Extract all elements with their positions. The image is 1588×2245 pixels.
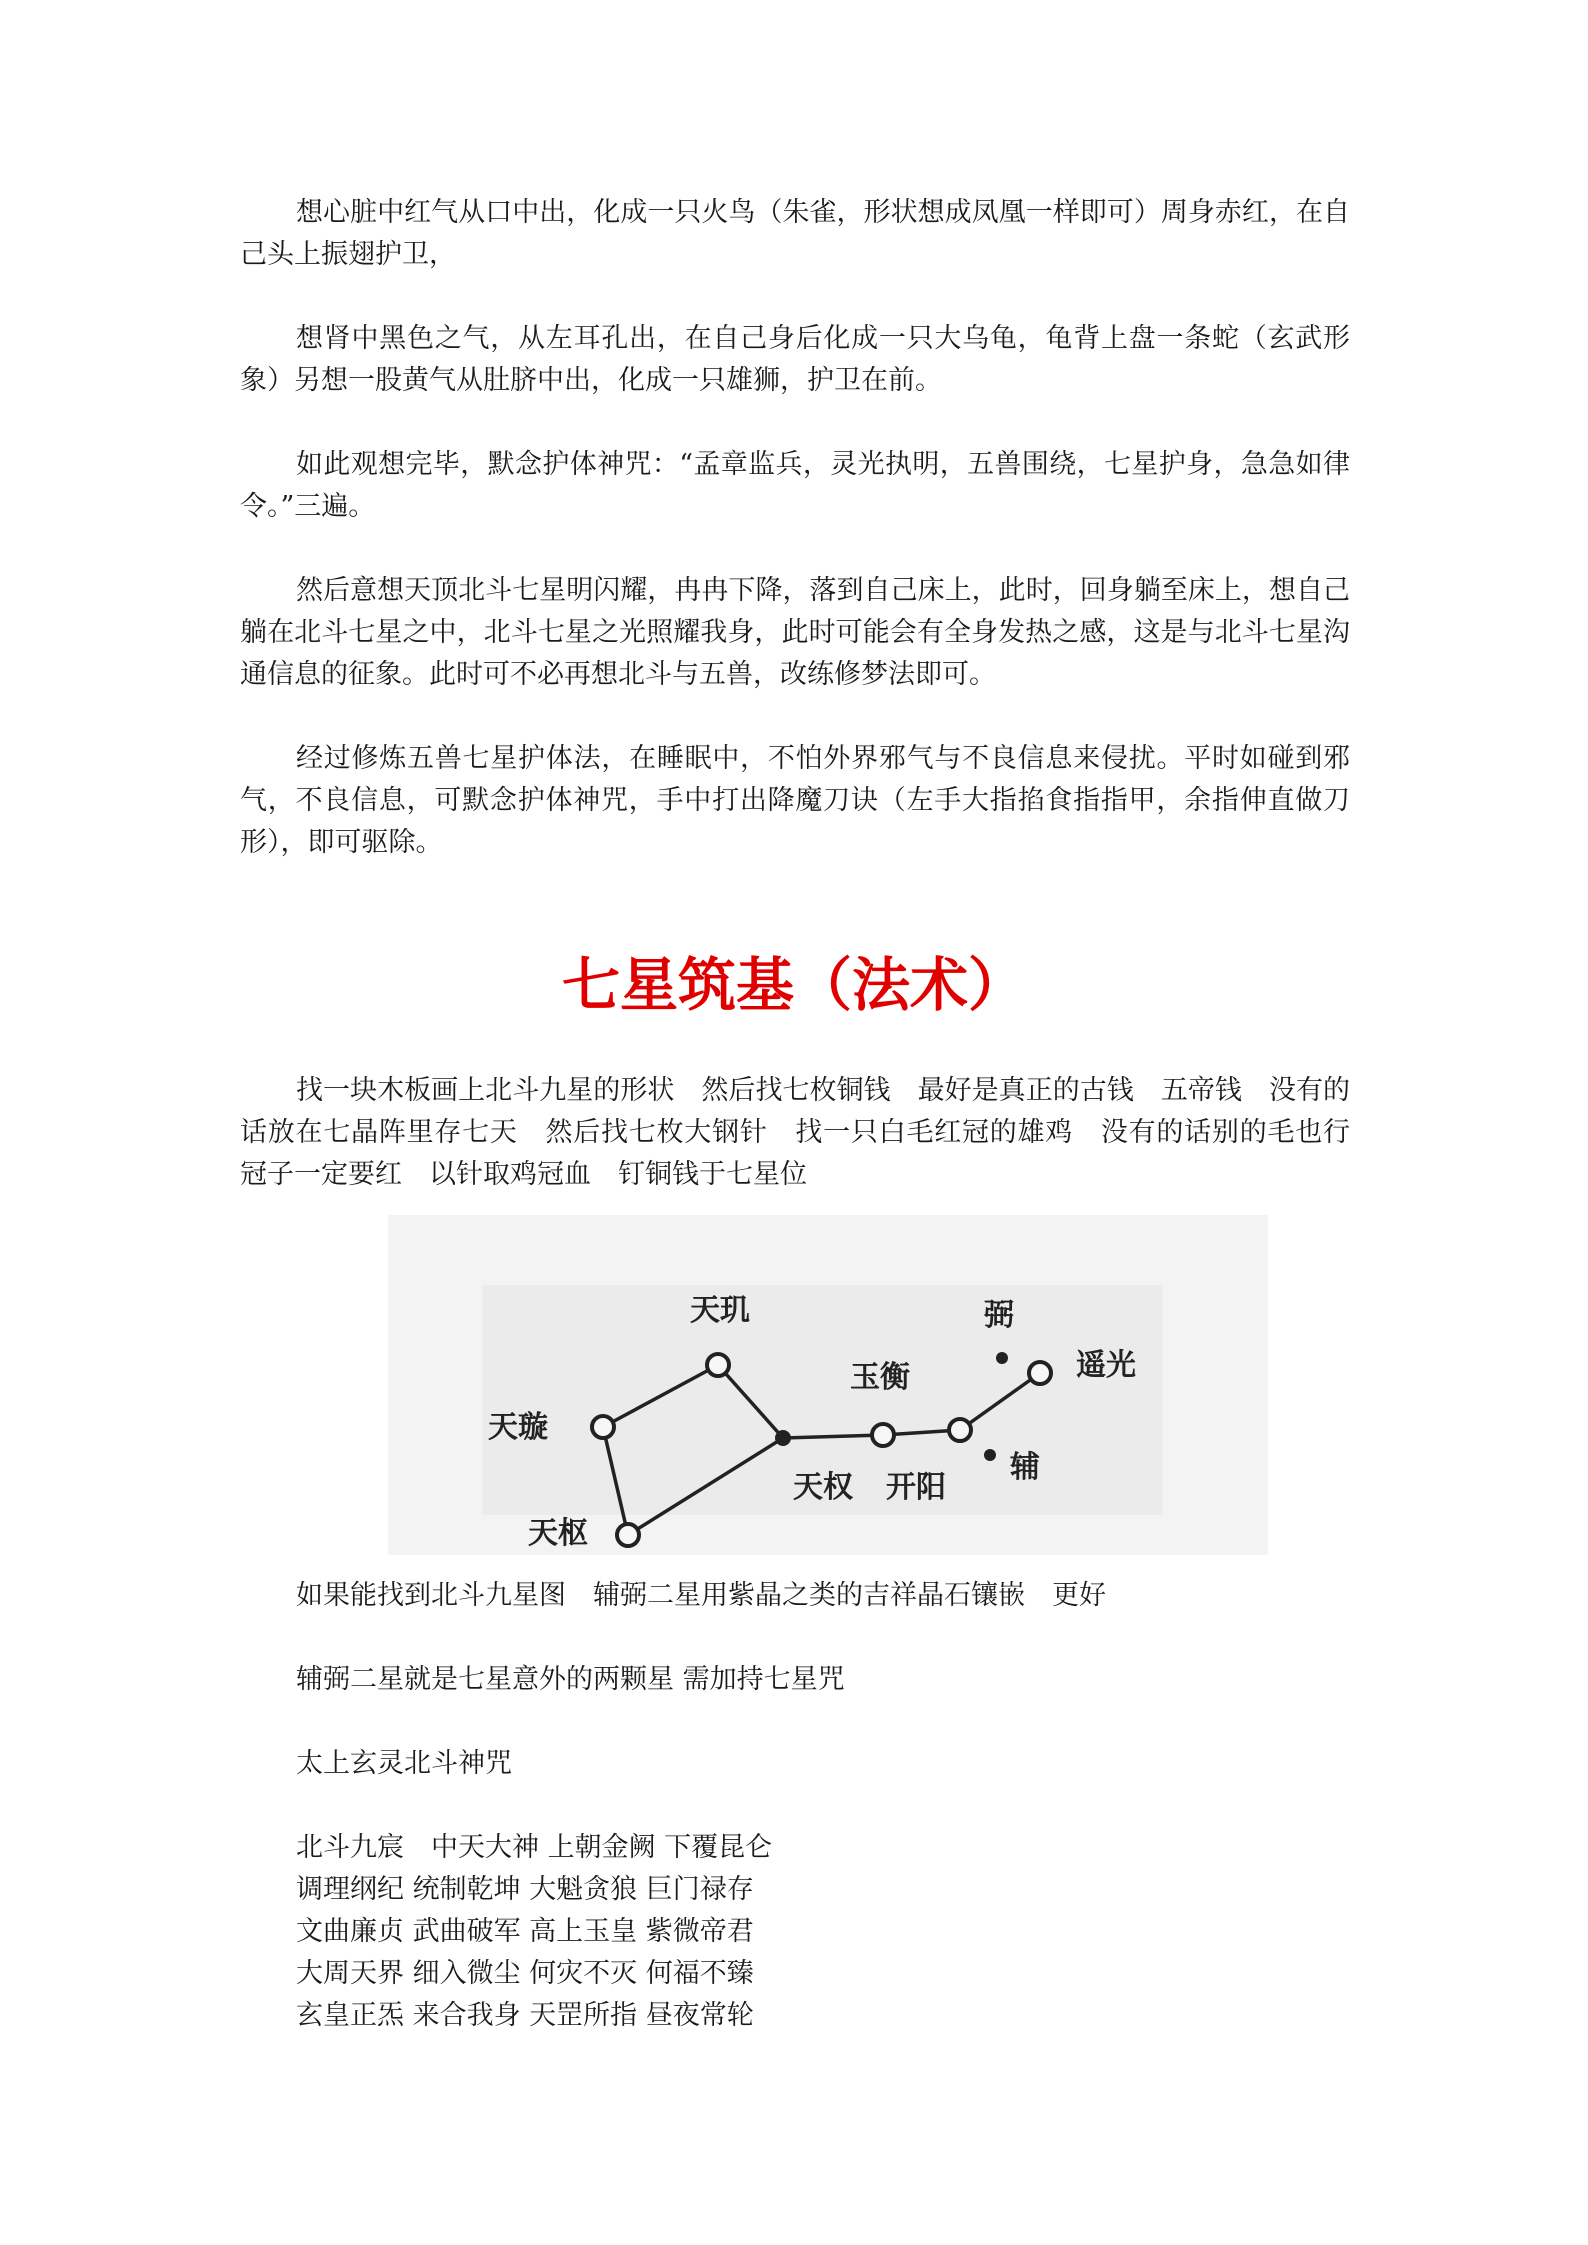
star-tianshu — [617, 1524, 639, 1546]
star-yaoguang — [1029, 1362, 1051, 1384]
label-kaiyang: 开阳 — [886, 1470, 946, 1505]
big-dipper-diagram — [388, 1215, 1268, 1555]
note-nine-star-chart: 如果能找到北斗九星图 辅弼二星用紫晶之类的吉祥晶石镶嵌 更好 — [296, 1580, 1106, 1611]
label-yuheng: 玉衡 — [850, 1360, 910, 1395]
star-bi — [996, 1352, 1008, 1364]
label-tianji: 天玑 — [690, 1293, 750, 1328]
label-fu: 辅 — [1010, 1450, 1040, 1485]
star-tianxuan — [592, 1416, 614, 1438]
label-tianshu: 天枢 — [528, 1516, 588, 1551]
chant-line-4: 大周天界 细入微尘 何灾不灭 何福不臻 — [296, 1958, 754, 1989]
paragraph-intro: 找一块木板画上北斗九星的形状 然后找七枚铜钱 最好是真正的古钱 五帝钱 没有的话放在七晶阵里存七天 然后找七枚大钢针 找一只白毛红冠的雄鸡 没有的话别的毛也行 冠子一定要红 以针取鸡冠血 钉铜钱于七星位 — [240, 1075, 1377, 1190]
chant-line-5: 玄皇正炁 来合我身 天罡所指 昼夜常轮 — [296, 2000, 754, 2031]
paragraph-vermilion-bird: 想心脏中红气从口中出，化成一只火鸟（朱雀，形状想成凤凰一样即可）周身赤红，在自己头上振翅护卫， — [240, 197, 1350, 270]
chant-line-2: 调理纲纪 统制乾坤 大魁贪狼 巨门禄存 — [296, 1874, 754, 1905]
note-mantra-title: 太上玄灵北斗神咒 — [296, 1748, 512, 1779]
label-tianxuan: 天璇 — [488, 1410, 548, 1445]
chant-line-1: 北斗九宸 中天大神 上朝金阙 下覆昆仑 — [296, 1832, 773, 1863]
paragraph-big-dipper-descent: 然后意想天顶北斗七星明闪耀，冉冉下降，落到自己床上，此时，回身躺至床上，想自己躺在北斗七星之中，北斗七星之光照耀我身，此时可能会有全身发热之感，这是与北斗七星沟通信息的征象。此时可不必再想北斗与五兽，改练修梦法即可。 — [240, 575, 1350, 690]
star-tianquan — [777, 1432, 789, 1444]
chant-line-3: 文曲廉贞 武曲破军 高上玉皇 紫微帝君 — [296, 1916, 754, 1947]
star-tianji — [707, 1354, 729, 1376]
paragraph-five-beasts-practice: 经过修炼五兽七星护体法，在睡眠中，不怕外界邪气与不良信息来侵扰。平时如碰到邪气，不良信息，可默念护体神咒，手中打出降魔刀诀（左手大指掐食指指甲，余指伸直做刀形），即可驱除。 — [240, 743, 1350, 858]
note-fu-bi-stars: 辅弼二星就是七星意外的两颗星 需加持七星咒 — [296, 1664, 845, 1695]
star-kaiyang — [949, 1419, 971, 1441]
star-yuheng — [872, 1424, 894, 1446]
label-yaoguang: 遥光 — [1076, 1348, 1136, 1383]
star-fu — [984, 1449, 996, 1461]
paragraph-protection-mantra: 如此观想完毕，默念护体神咒：“孟章监兵，灵光执明，五兽围绕，七星护身，急急如律令。”三遍。 — [240, 449, 1350, 522]
label-bi: 弼 — [984, 1298, 1014, 1333]
label-tianquan: 天权 — [793, 1470, 853, 1505]
section-title: 七星筑基（法术） — [561, 951, 1026, 1019]
big-dipper-figure — [388, 1215, 1268, 1555]
paragraph-black-tortoise: 想肾中黑色之气，从左耳孔出，在自己身后化成一只大乌龟，龟背上盘一条蛇（玄武形象）另想一股黄气从肚脐中出，化成一只雄狮，护卫在前。 — [240, 323, 1350, 396]
